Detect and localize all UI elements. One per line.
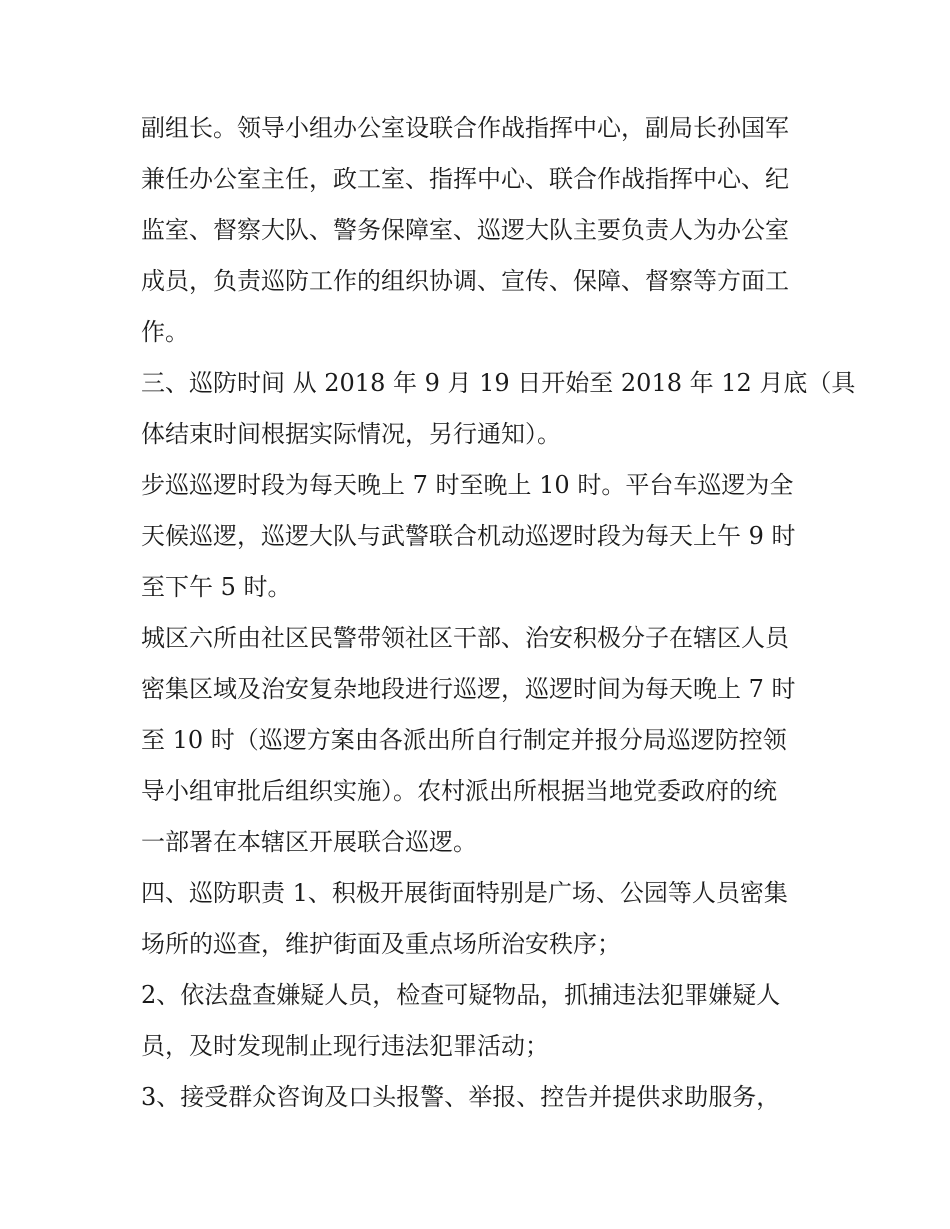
text-line: 导小组审批后组织实施）。农村派出所根据当地党委政府的统 xyxy=(141,777,777,805)
text-line: 密集区域及治安复杂地段进行巡逻，巡逻时间为每天晚上 7 时 xyxy=(141,675,796,703)
paragraph xyxy=(141,868,813,970)
text-line: 一部署在本辖区开展联合巡逻。 xyxy=(141,828,477,856)
paragraph xyxy=(141,358,856,460)
text-line: 城区六所由社区民警带领社区干部、治安积极分子在辖区人员 xyxy=(141,624,789,652)
text-line: 体结束时间根据实际情况，另行通知）。 xyxy=(141,420,561,448)
text-line: 至 10 时（巡逻方案由各派出所自行制定并报分局巡逻防控领 xyxy=(141,726,787,754)
document-body xyxy=(141,103,856,1123)
text-line: 作。 xyxy=(141,318,189,346)
text-line: 3、接受群众咨询及口头报警、举报、控告并提供求助服务， xyxy=(141,1083,781,1111)
text-line: 副组长。领导小组办公室设联合作战指挥中心，副局长孙国军 xyxy=(141,114,789,142)
text-line: 三、巡防时间 从 2018 年 9 月 19 日开始至 2018 年 12 月底（具 xyxy=(141,369,856,397)
text-line: 成员，负责巡防工作的组织协调、宣传、保障、督察等方面工 xyxy=(141,267,789,295)
text-line: 员，及时发现制止现行违法犯罪活动； xyxy=(141,1032,549,1060)
paragraph xyxy=(141,460,813,613)
text-line: 至下午 5 时。 xyxy=(141,573,292,601)
paragraph xyxy=(141,103,813,358)
paragraph xyxy=(141,970,813,1072)
text-line: 天候巡逻，巡逻大队与武警联合机动巡逻时段为每天上午 9 时 xyxy=(141,522,796,550)
text-line: 四、巡防职责 1、积极开展街面特别是广场、公园等人员密集 xyxy=(141,879,788,907)
paragraph xyxy=(141,1072,813,1123)
text-line: 兼任办公室主任，政工室、指挥中心、联合作战指挥中心、纪 xyxy=(141,165,789,193)
paragraph xyxy=(141,613,813,868)
text-line: 步巡巡逻时段为每天晚上 7 时至晚上 10 时。平台车巡逻为全 xyxy=(141,471,794,499)
text-line: 监室、督察大队、警务保障室、巡逻大队主要负责人为办公室 xyxy=(141,216,789,244)
text-line: 场所的巡查，维护街面及重点场所治安秩序； xyxy=(141,930,621,958)
text-line: 2、依法盘查嫌疑人员，检查可疑物品，抓捕违法犯罪嫌疑人 xyxy=(141,981,781,1009)
